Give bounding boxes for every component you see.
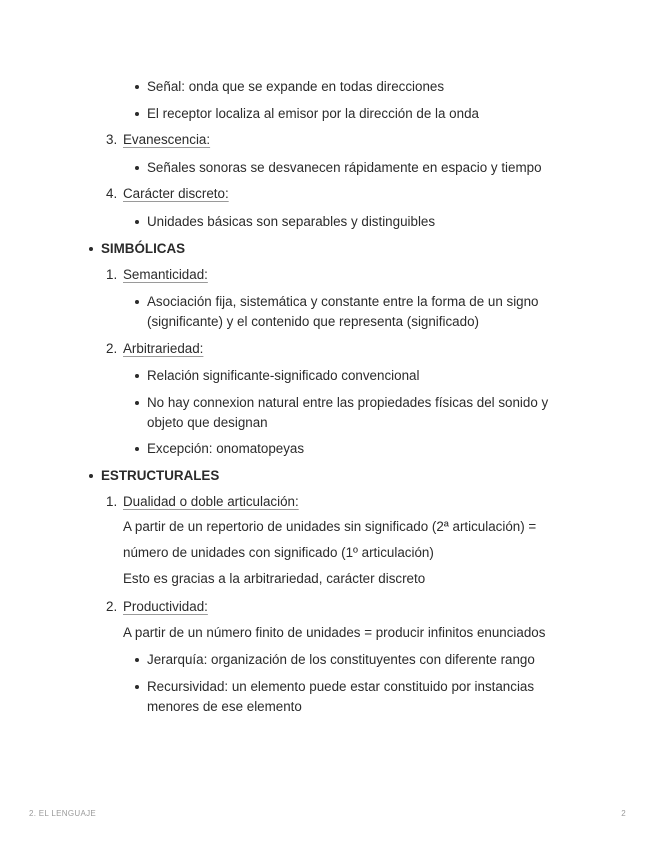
paragraph: número de unidades con significado (1º articulación) [123,545,434,560]
paragraph: A partir de un repertorio de unidades sin significado (2ª articulación) = [123,519,537,534]
section-heading-estructurales: ESTRUCTURALES [101,466,219,486]
list-number: 1. [106,267,118,282]
list-item: Señales sonoras se desvanecen rápidamente en espacio y tiempo [147,158,542,178]
list-number: 2. [106,599,118,614]
item-heading: Evanescencia: [123,132,211,147]
item-heading: Dualidad o doble articulación: [123,494,299,509]
item-heading: Arbitrariedad: [123,341,204,356]
list-item: Asociación fija, sistemática y constante entre la forma de un signo (significante) y el contenido que representa (significado) [147,292,567,332]
item-heading: Semanticidad: [123,267,208,282]
paragraph: Esto es gracias a la arbitrariedad, carácter discreto [123,571,426,586]
list-item: No hay connexion natural entre las propiedades físicas del sonido y objeto que designan [147,393,577,433]
list-item: Excepción: onomatopeyas [147,439,304,459]
paragraph: A partir de un número finito de unidades = producir infinitos enunciados [123,625,546,640]
list-item: Señal: onda que se expande en todas direcciones [147,77,444,97]
list-item: Jerarquía: organización de los constituyentes con diferente rango [147,650,535,670]
list-item: El receptor localiza al emisor por la dirección de la onda [147,104,479,124]
list-number: 4. [106,186,118,201]
list-number: 1. [106,494,118,509]
list-item: Unidades básicas son separables y distinguibles [147,212,435,232]
list-number: 3. [106,132,118,147]
footer-chapter-title: 2. EL LENGUAJE [29,809,97,818]
footer-page-number: 2 [621,809,626,818]
section-heading-simbolicas: SIMBÓLICAS [101,239,185,259]
list-item: Relación significante-significado convencional [147,366,419,386]
item-heading: Carácter discreto: [123,186,229,201]
list-number: 2. [106,341,118,356]
item-heading: Productividad: [123,599,208,614]
list-item: Recursividad: un elemento puede estar constituido por instancias menores de ese elemento [147,677,557,717]
